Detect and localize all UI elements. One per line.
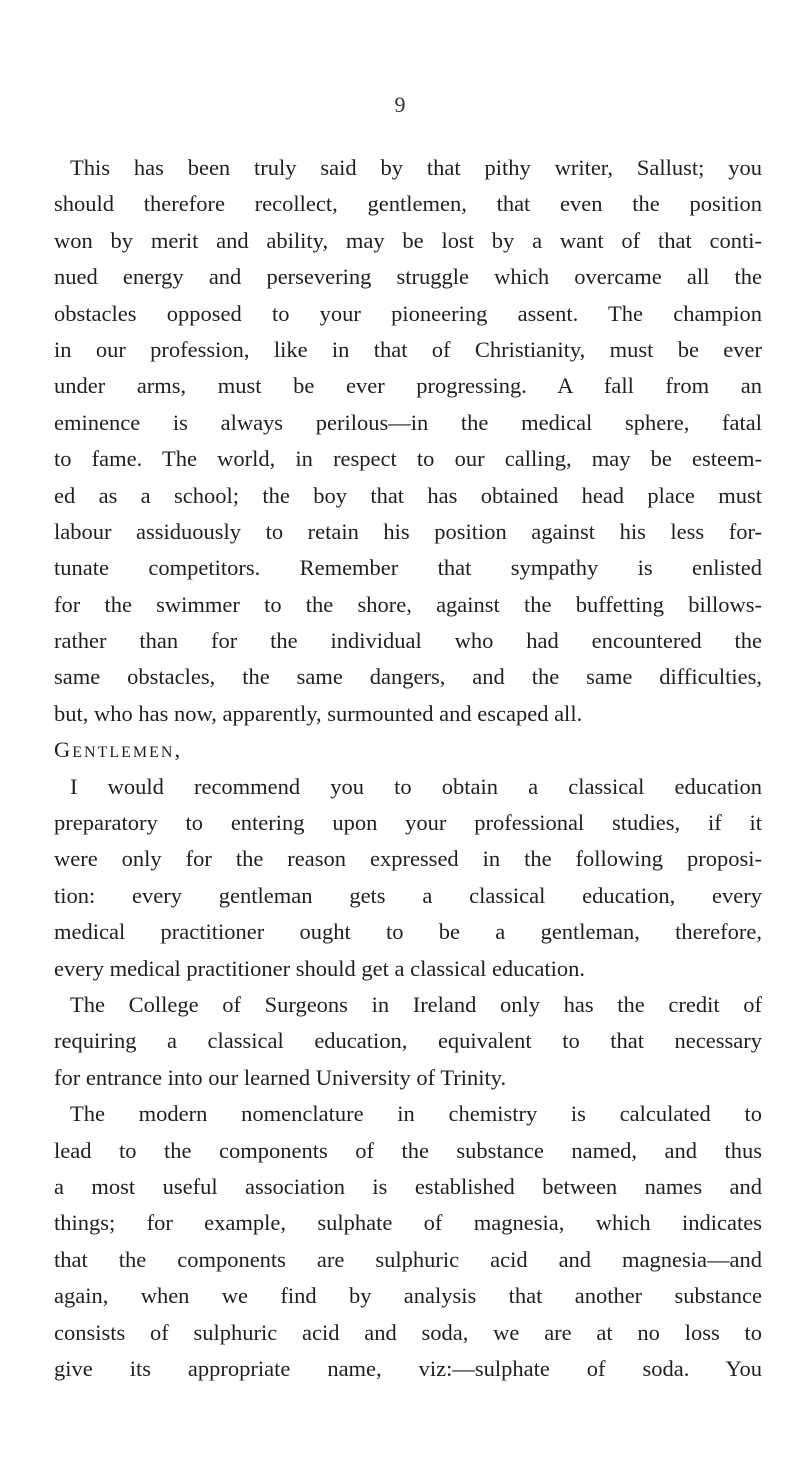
- text-line: under arms, must be ever progressing. A fall from an: [54, 373, 762, 399]
- text-line: preparatory to entering upon your professional studies, if it: [54, 810, 762, 836]
- text-line: medical practitioner ought to be a gentleman, therefore,: [54, 919, 762, 945]
- text-line: same obstacles, the same dangers, and the same difficulties,: [54, 664, 762, 690]
- text-line: ed as a school; the boy that has obtained head place must: [54, 482, 762, 508]
- text-line: again, when we find by analysis that another substance: [54, 1283, 762, 1309]
- text-line: should therefore recollect, gentlemen, that even the position: [54, 191, 762, 217]
- text-line: rather than for the individual who had encountered the: [54, 628, 762, 654]
- text-line: give its appropriate name, viz:—sulphate of soda. You: [54, 1355, 762, 1381]
- text-line: I would recommend you to obtain a classical education: [70, 773, 762, 799]
- text-line: eminence is always perilous—in the medical sphere, fatal: [54, 409, 762, 435]
- text-line: consists of sulphuric acid and soda, we are at no loss to: [54, 1319, 762, 1345]
- text-line: Gentlemen,: [54, 737, 183, 763]
- text-line: to fame. The world, in respect to our calling, may be esteem-: [54, 446, 762, 472]
- text-line: lead to the components of the substance named, and thus: [54, 1137, 762, 1163]
- text-line: The College of Surgeons in Ireland only has the credit of: [70, 991, 762, 1017]
- body-text: [54, 150, 762, 1387]
- text-line: nued energy and persevering struggle which overcame all the: [54, 264, 762, 290]
- text-line: every medical practitioner should get a classical education.: [54, 955, 586, 981]
- text-line: for entrance into our learned University of Trinity.: [54, 1064, 507, 1090]
- text-line: but, who has now, apparently, surmounted and escaped all.: [54, 700, 583, 726]
- text-line: tunate competitors. Remember that sympathy is enlisted: [54, 555, 762, 581]
- text-line: for the swimmer to the shore, against the buffetting billows-: [54, 591, 762, 617]
- text-line: were only for the reason expressed in the following proposi-: [54, 846, 762, 872]
- text-line: obstacles opposed to your pioneering assent. The champion: [54, 300, 762, 326]
- page-number: 9: [394, 92, 406, 117]
- text-line: won by merit and ability, may be lost by a want of that conti-: [54, 227, 762, 253]
- text-line: requiring a classical education, equivalent to that necessary: [54, 1028, 762, 1054]
- text-line: things; for example, sulphate of magnesia, which indicates: [54, 1210, 762, 1236]
- text-line: in our profession, like in that of Christianity, must be ever: [54, 336, 762, 362]
- text-line: a most useful association is established between names and: [54, 1173, 762, 1199]
- text-line: The modern nomenclature in chemistry is calculated to: [70, 1101, 762, 1127]
- text-line: that the components are sulphuric acid and magnesia—and: [54, 1246, 762, 1272]
- text-line: labour assiduously to retain his position against his less for-: [54, 518, 762, 544]
- text-line: This has been truly said by that pithy writer, Sallust; you: [70, 155, 762, 180]
- text-line: tion: every gentleman gets a classical education, every: [54, 882, 762, 908]
